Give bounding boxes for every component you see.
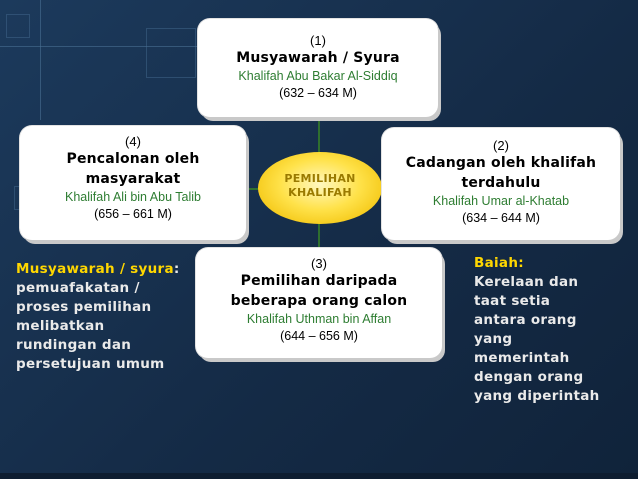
box-title-line: terdahulu xyxy=(461,175,541,191)
note-line: yang diperintah xyxy=(474,388,600,404)
note-line: dengan orang xyxy=(474,369,584,385)
method-box-1 xyxy=(198,19,438,117)
decorative-square xyxy=(6,14,30,38)
caliph-period: (634 – 644 M) xyxy=(462,211,540,225)
note-line: taat setia xyxy=(474,293,551,309)
note-line: melibatkan xyxy=(16,318,105,334)
note-line: proses pemilihan xyxy=(16,299,152,315)
note-line: memerintah xyxy=(474,350,570,366)
center-label-line: KHALIFAH xyxy=(288,186,352,199)
definition-note-musyawarah xyxy=(16,260,202,374)
note-line: antara orang xyxy=(474,312,577,328)
caliph-name: Khalifah Umar al-Khatab xyxy=(432,194,570,208)
decorative-square xyxy=(146,28,196,78)
box-title: Musyawarah / Syura xyxy=(236,50,400,66)
note-line: yang xyxy=(474,331,513,347)
caliph-period: (644 – 656 M) xyxy=(280,329,358,343)
box-number: (4) xyxy=(125,134,141,149)
box-number: (3) xyxy=(311,256,327,271)
method-box-3 xyxy=(196,248,442,358)
note-term: Baiah: xyxy=(474,255,524,271)
decorative-line xyxy=(40,0,41,120)
box-title-line: masyarakat xyxy=(85,171,181,187)
box-number: (1) xyxy=(310,33,326,48)
note-colon: : xyxy=(173,261,180,277)
caliph-period: (632 – 634 M) xyxy=(279,86,357,100)
box-title-line: Pemilihan daripada xyxy=(240,273,398,289)
box-title-line: Pencalonan oleh xyxy=(66,151,200,167)
caliph-period: (656 – 661 M) xyxy=(94,207,172,221)
note-line: Kerelaan dan xyxy=(474,274,579,290)
note-line: persetujuan umum xyxy=(16,356,165,372)
bottom-bar xyxy=(0,473,638,479)
center-label xyxy=(258,172,382,200)
note-line: rundingan dan xyxy=(16,337,132,353)
caliph-name: Khalifah Ali bin Abu Talib xyxy=(65,190,201,204)
box-title-line: beberapa orang calon xyxy=(230,293,408,309)
box-number: (2) xyxy=(493,138,509,153)
box-title-line: Cadangan oleh khalifah xyxy=(405,155,597,171)
method-box-4 xyxy=(20,126,246,240)
note-term: Musyawarah / syura xyxy=(16,261,174,277)
center-node xyxy=(258,152,382,224)
caliph-name: Khalifah Abu Bakar Al-Siddiq xyxy=(238,69,398,83)
method-box-2 xyxy=(382,128,620,240)
center-label-line: PEMILIHAN xyxy=(284,172,356,185)
caliph-name: Khalifah Uthman bin Affan xyxy=(246,312,392,326)
definition-note-baiah xyxy=(474,254,632,406)
note-line: pemuafakatan / xyxy=(16,280,140,296)
decorative-line xyxy=(0,46,210,47)
